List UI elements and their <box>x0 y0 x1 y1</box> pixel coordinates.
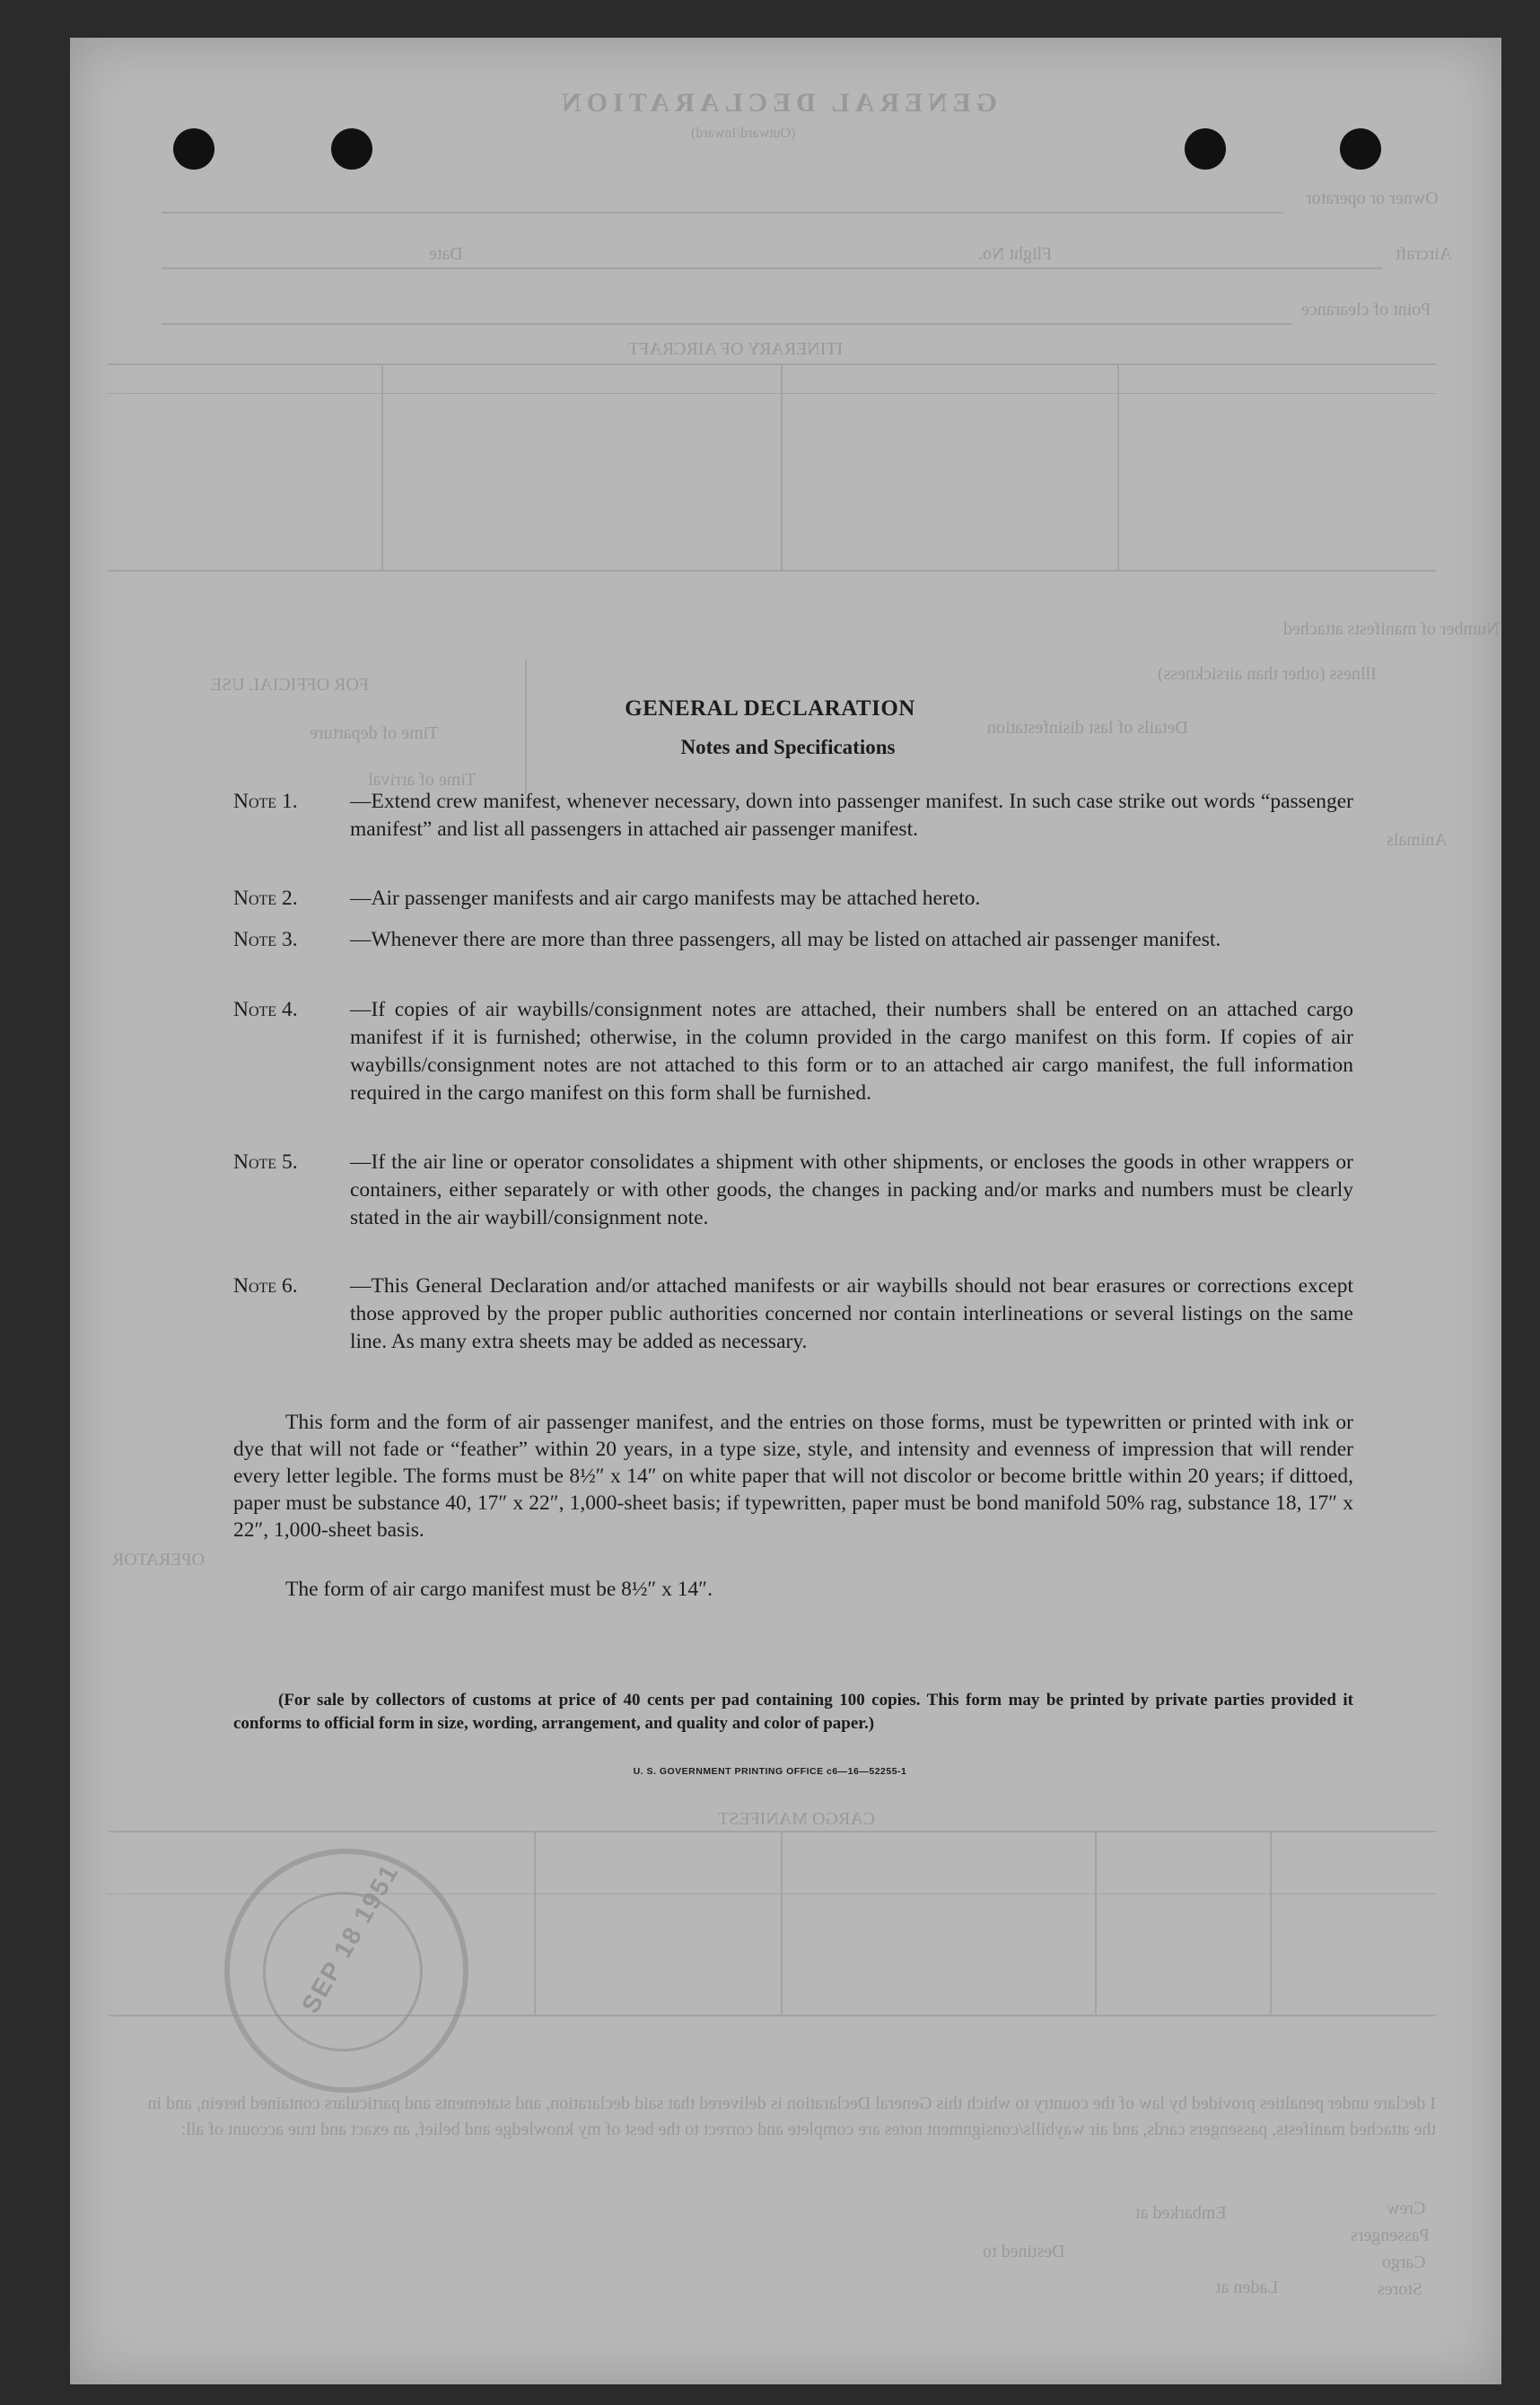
ghost-owner-label: Owner or operator <box>1306 188 1439 208</box>
ghost-animals-label: Animals <box>1387 830 1448 850</box>
ghost-flight-label: Flight No. <box>978 244 1053 264</box>
ghost-heading: GENERAL DECLARATION <box>556 88 998 118</box>
ghost-aircraft-label: Aircraft <box>1396 244 1453 264</box>
ghost-manifests-label: Number of manifests attached <box>1283 619 1500 639</box>
page-subtitle: Notes and Specifications <box>680 736 896 758</box>
note-label: Note 1. <box>233 790 298 813</box>
ghost-subheading: (Outward/Inward) <box>691 126 796 141</box>
note-text: —Whenever there are more than three passengers, all may be listed on attached air passenger manifest. <box>350 928 1221 951</box>
printing-office-line: U. S. GOVERNMENT PRINTING OFFICE c6—16—52255-1 <box>633 1766 907 1777</box>
note-1 <box>233 788 1353 844</box>
form-requirements-paragraph: This form and the form of air passenger manifest, and the entries on those forms, must be typewritten or printed with ink or dye that will not fade or “feather” within 20 years, in a type size, style, and intensity and evenness of impression that will render every letter legible. The forms must be 8½″ x 14″ on white paper that will not discolor or become brittle within 20 years; if dittoed, paper must be substance 40, 17″ x 22″, 1,000-sheet basis; if typewritten, paper must be bond manifold 50% rag, substance 18, 17″ x 22″, 1,000-sheet basis. <box>233 1411 1353 1542</box>
ghost-laden: Laden at <box>1216 2278 1279 2297</box>
ghost-time-arrival: Time of arrival <box>368 770 477 790</box>
note-label: Note 2. <box>233 887 298 910</box>
note-label: Note 5. <box>233 1150 298 1174</box>
note-5 <box>233 1149 1353 1232</box>
note-text: —Extend crew manifest, whenever necessary, down into passenger manifest. In such case strike out words “passenger manifest” and list all passengers in attached air passenger manifest. <box>350 790 1353 841</box>
ghost-cargo-manifest-label: CARGO MANIFEST <box>718 1809 876 1829</box>
note-2 <box>233 885 1353 913</box>
note-4 <box>233 996 1353 1107</box>
ghost-stores: Stores <box>1378 2279 1422 2299</box>
note-label: Note 4. <box>233 998 298 1021</box>
ghost-destined: Destined to <box>983 2242 1065 2261</box>
ghost-details-label: Details of last disinfestation <box>987 718 1188 738</box>
note-text: —If copies of air waybills/consignment notes are attached, their numbers shall be entered on an attached cargo manifest if it is furnished; otherwise, in the column provided in the cargo manifest on this form. If copies of air waybills/consignment notes are not attached to this form or to an attached air cargo manifest, the full information required in the cargo manifest on this form shall be furnished. <box>350 998 1353 1105</box>
ghost-date-label: Date <box>429 244 463 264</box>
note-text: —This General Declaration and/or attached manifests or air waybills should not bear erasures or corrections except those approved by the proper public authorities concerned nor contain interlineations or several listings on the same line. As many extra sheets may be added as necessary. <box>350 1274 1353 1353</box>
note-3 <box>233 926 1353 954</box>
ghost-official-use: FOR OFFICIAL USE <box>211 675 369 695</box>
page-title: GENERAL DECLARATION <box>625 696 915 721</box>
ghost-operator-label: OPERATOR <box>112 1550 205 1570</box>
ghost-illness-label: Illness (other than airsickness) <box>1158 664 1377 684</box>
sale-notice: (For sale by collectors of customs at price of 40 cents per pad containing 100 copies. This form may be printed by private parties provided it conforms to official form in size, wording, arrangement, and quality and color of paper.) <box>233 1691 1353 1733</box>
ghost-stamp-date: SEP 18 1951 <box>296 1858 405 2018</box>
note-text: —If the air line or operator consolidates a shipment with other shipments, or encloses the goods in other wrappers or containers, either separately or with other goods, the changes in packing and/or marks and numbers must be clearly stated in the air waybill/consignment note. <box>350 1150 1353 1229</box>
ghost-time-departure: Time of departure <box>310 723 439 743</box>
ghost-clearance-label: Point of clearance <box>1301 300 1431 319</box>
ghost-crew: Crew <box>1387 2199 1426 2218</box>
note-text: —Air passenger manifests and air cargo manifests may be attached hereto. <box>350 887 981 910</box>
ghost-itinerary-label: ITINERARY OF AIRCRAFT <box>628 339 844 359</box>
note-label: Note 6. <box>233 1274 298 1298</box>
ghost-embarked: Embarked at <box>1135 2203 1227 2223</box>
note-6 <box>233 1272 1353 1356</box>
note-label: Note 3. <box>233 928 298 951</box>
cargo-manifest-size-line: The form of air cargo manifest must be 8½″ x 14″. <box>285 1578 713 1601</box>
ghost-declaration: I declare under penalties provided by law of the country to which this General Declaration is delivered that said declaration, and statements and particulars contained herein, and in the attached manifests, passengers cards, and air waybills/consignment notes are complete and correct to the best of my knowledge and belief, an exact and true account of all: <box>147 2094 1436 2139</box>
ghost-cargo: Cargo <box>1382 2252 1426 2272</box>
ghost-passengers: Passengers <box>1351 2226 1430 2245</box>
